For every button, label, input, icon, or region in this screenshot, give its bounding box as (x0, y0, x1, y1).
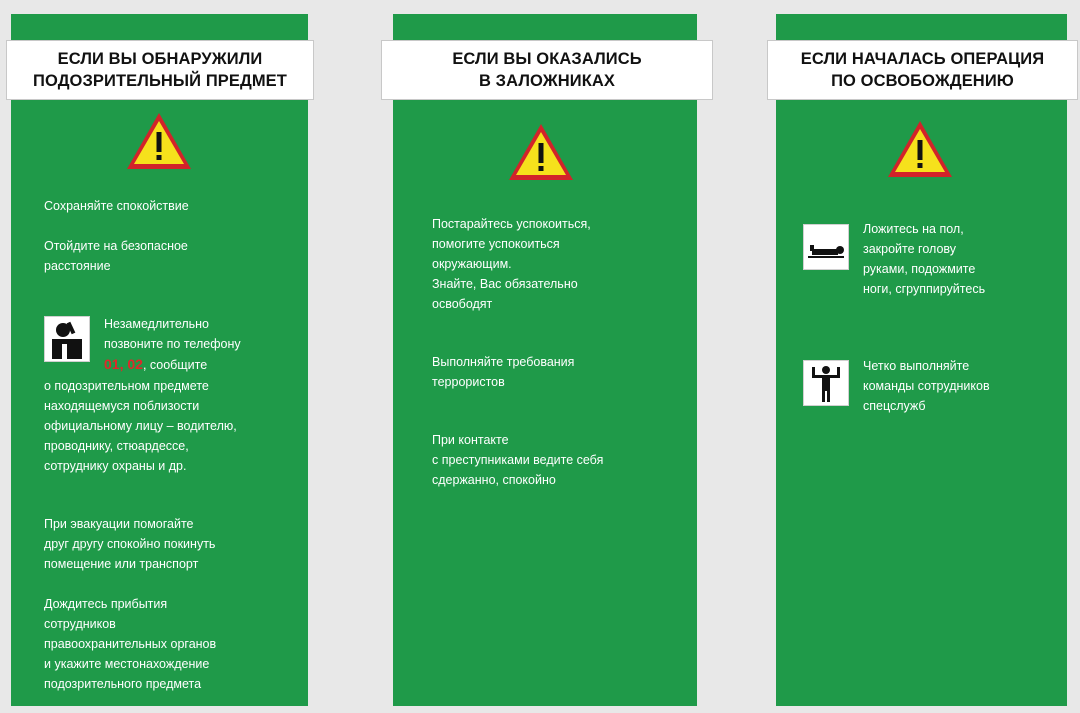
instruction-call-report: , сообщите (142, 358, 208, 372)
instruction-calm: Сохраняйте спокойствие (44, 199, 189, 213)
instruction-contact: При контакте с преступниками ведите себя сдержанно, спокойно (432, 433, 604, 487)
panel-hostage (393, 14, 697, 706)
panel-title (767, 40, 1078, 100)
instruction-call-numbers (104, 354, 207, 375)
instruction-follow-commands: Четко выполняйте команды сотрудников спецслужб (863, 359, 990, 413)
panel-title (381, 40, 713, 100)
panel-title-line1: ЕСЛИ ВЫ ОБНАРУЖИЛИ (57, 50, 263, 68)
phone-person-icon (44, 316, 90, 362)
instruction-call-intro: Незамедлительно позвоните по телефону (104, 317, 241, 351)
instruction-call-details: о подозрительном предмете находящемуся поблизости официальному лицу – водителю, проводнику, стюардессе, сотруднику охраны и др. (44, 379, 237, 473)
panel-title-line1: ЕСЛИ НАЧАЛАСЬ ОПЕРАЦИЯ (800, 50, 1045, 68)
warning-triangle-icon (506, 121, 576, 183)
instruction-wait-police: Дождитесь прибытия сотрудников правоохранительных органов и укажите местонахождение подозрительного предмета (44, 597, 217, 691)
warning-triangle-icon (124, 110, 194, 172)
instruction-calm-down: Постарайтесь успокоиться, помогите успокоиться окружающим. Знайте, Вас обязательно освободят (432, 217, 591, 311)
instruction-follow-demands: Выполняйте требования террористов (432, 355, 575, 389)
panel-title-line2: В ЗАЛОЖНИКАХ (478, 72, 616, 90)
instruction-evacuation: При эвакуации помогайте друг другу спокойно покинуть помещение или транспорт (44, 517, 216, 571)
instruction-move-away: Отойдите на безопасное расстояние (44, 239, 188, 273)
panel-title (6, 40, 314, 100)
emergency-phone-numbers: 01, 02 (104, 356, 143, 372)
panel-title-line2: ПОДОЗРИТЕЛЬНЫЙ ПРЕДМЕТ (33, 72, 287, 90)
lying-person-icon (803, 224, 849, 270)
standing-person-icon (803, 360, 849, 406)
panel-title-line2: ПО ОСВОБОЖДЕНИЮ (831, 72, 1014, 90)
warning-triangle-icon (885, 118, 955, 180)
panel-title-line1: ЕСЛИ ВЫ ОКАЗАЛИСЬ (452, 50, 642, 68)
instruction-lie-down: Ложитесь на пол, закройте голову руками, подожмите ноги, сгруппируйтесь (863, 222, 986, 296)
panel-rescue-operation (776, 14, 1067, 706)
panel-suspicious-object (11, 14, 308, 706)
